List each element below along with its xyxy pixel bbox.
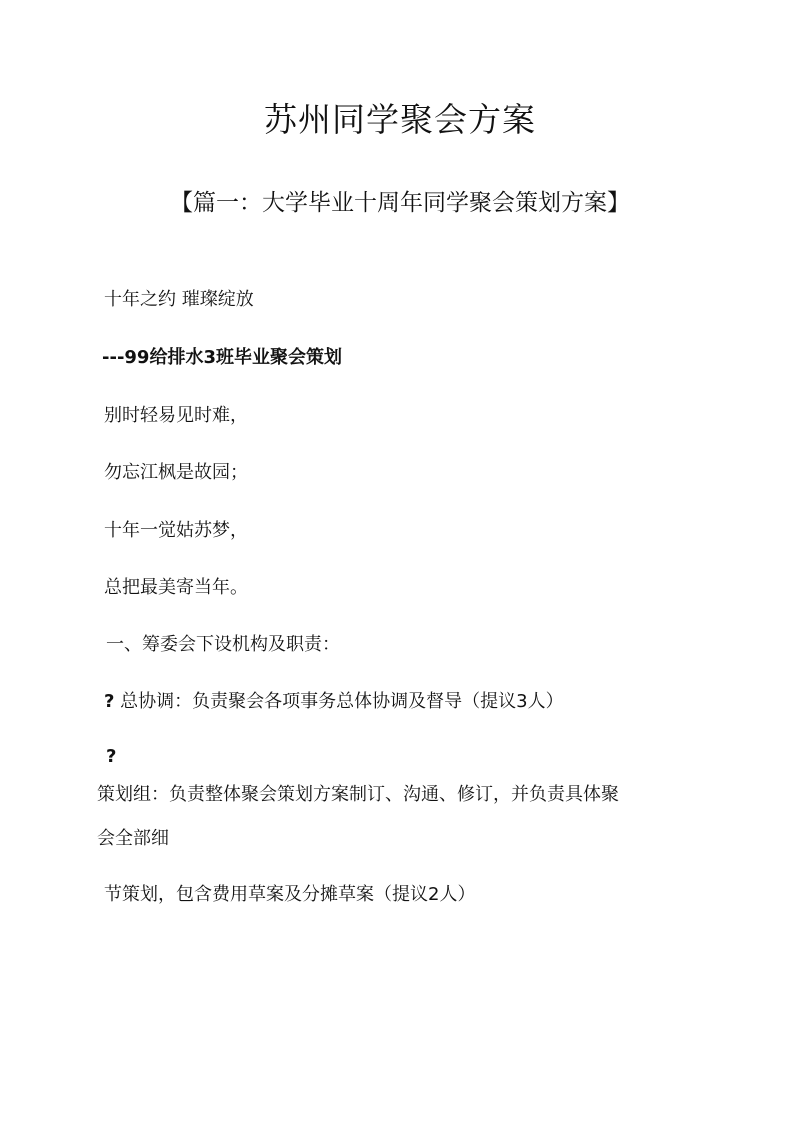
list-item-planning-line-3: 节策划，包含费用草案及分摊草案（提议2人） <box>104 884 476 905</box>
event-line: ---99给排水3班毕业聚会策划 <box>102 347 342 368</box>
poem-line-1: 别时轻易见时难， <box>104 405 248 426</box>
item-marker: ? <box>104 691 115 712</box>
document-title: 苏州同学聚会方案 <box>264 100 536 139</box>
poem-line-2: 勿忘江枫是故园； <box>104 462 248 483</box>
list-item-planning-line-1: 策划组：负责整体聚会策划方案制订、沟通、修订，并负责具体聚 <box>97 784 619 805</box>
item-marker: ? <box>106 746 117 767</box>
list-item-coordination <box>104 689 564 715</box>
item-text: 总协调：负责聚会各项事务总体协调及督导（提议3人） <box>114 691 564 712</box>
poem-line-4: 总把最美寄当年。 <box>104 577 248 598</box>
section-heading: 一、筹委会下设机构及职责： <box>106 634 340 655</box>
list-item-planning-line-2: 会全部细 <box>97 828 169 849</box>
poem-line-3: 十年一觉姑苏梦， <box>104 520 248 541</box>
slogan-line: 十年之约 璀璨绽放 <box>104 289 254 310</box>
document-subtitle: 【篇一：大学毕业十周年同学聚会策划方案】 <box>170 190 630 216</box>
